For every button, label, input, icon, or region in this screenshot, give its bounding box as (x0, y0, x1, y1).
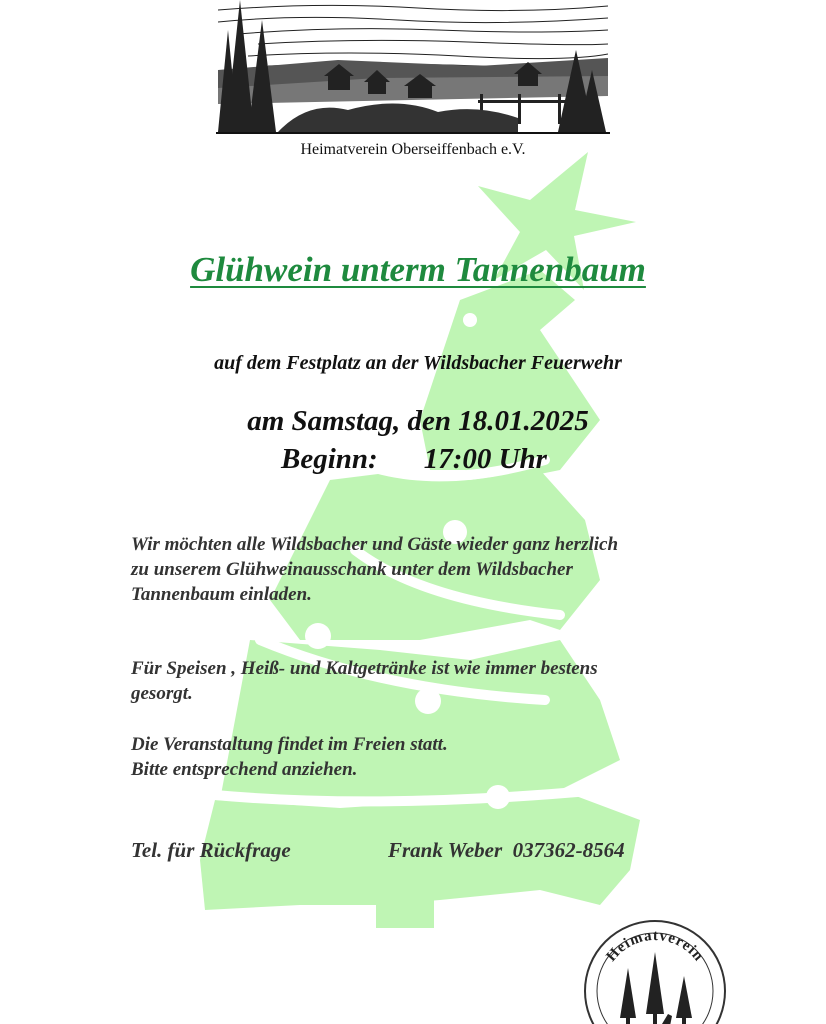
outdoor-paragraph (131, 732, 731, 782)
org-name: Heimatverein Oberseiffenbach e.V. (300, 141, 526, 158)
paragraph-line: gesorgt. (131, 683, 193, 704)
contact-label: Tel. für Rückfrage (131, 838, 291, 862)
event-date: am Samstag, den 18.01.2025 (247, 405, 589, 437)
paragraph-line: Wir möchten alle Wildsbacher und Gäste wieder ganz herzlich (131, 534, 619, 555)
club-seal-icon (582, 918, 728, 1024)
contact-name-phone: Frank Weber 037362-8564 (388, 838, 625, 862)
event-title: Glühwein unterm Tannenbaum (190, 250, 646, 289)
start-label: Beginn: (281, 443, 378, 475)
paragraph-line: Bitte entsprechend anziehen. (131, 759, 358, 780)
start-time: 17:00 Uhr (423, 443, 547, 475)
paragraph-line: Tannenbaum einladen. (131, 584, 312, 605)
seal-text: Heimatverein (603, 927, 707, 965)
event-start (281, 443, 547, 476)
invitation-paragraph (131, 532, 731, 607)
header-rule (216, 132, 610, 134)
paragraph-line: Für Speisen , Heiß- und Kaltgetränke ist wie immer bestens (131, 658, 598, 679)
paragraph-line: Die Veranstaltung findet im Freien statt. (131, 734, 448, 755)
landscape-illustration (218, 0, 608, 132)
event-location: auf dem Festplatz an der Wildsbacher Feuerwehr (214, 352, 622, 374)
food-paragraph (131, 656, 731, 706)
paragraph-line: zu unserem Glühweinausschank unter dem Wildsbacher (131, 559, 573, 580)
